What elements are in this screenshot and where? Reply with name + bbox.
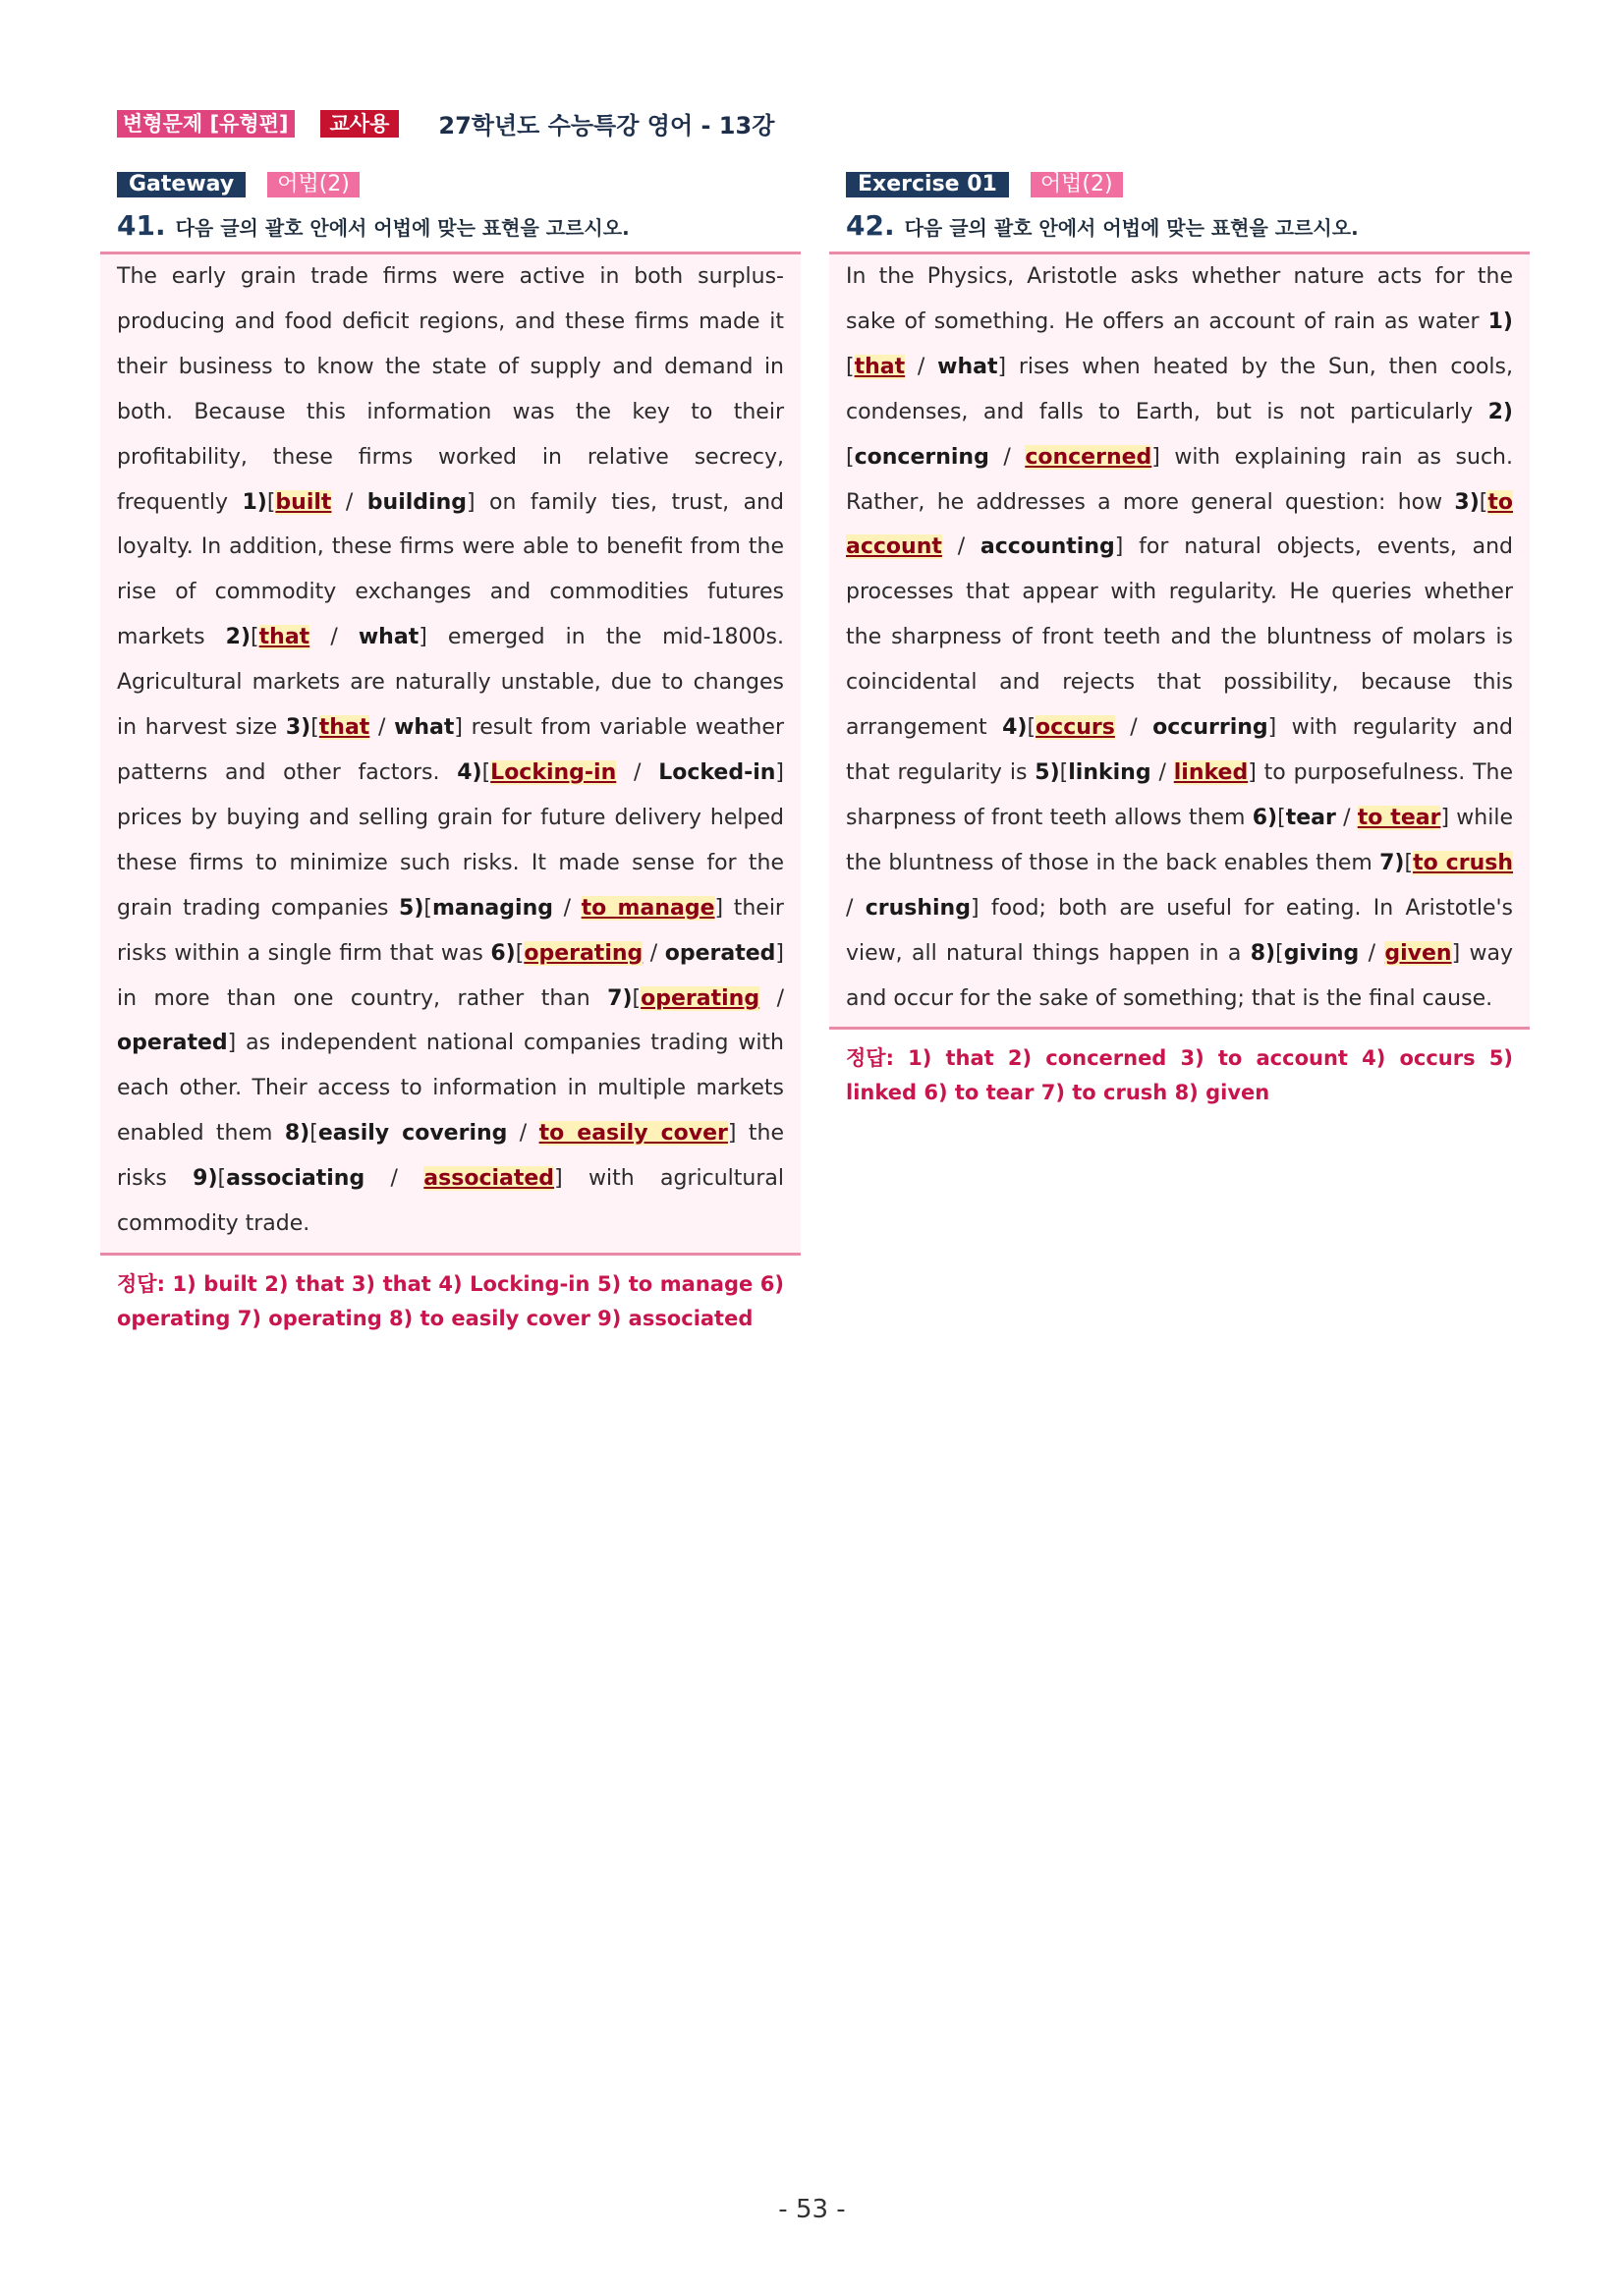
question-41-title [117, 209, 801, 242]
passage-41-text: The early grain trade firms were active in both surplus-producing and food deficit regions, and these firms made it their business to know the state of supply and demand in both. Because this information was the key to their profitability, these firms worked in relative secrecy, frequently 1)[built / building] on family ties, trust, and loyalty. In addition, these firms were able to benefit from the rise of commodity exchanges and commodities futures markets 2)[that / what] emerged in the mid-1800s. Agricultural markets are naturally unstable, due to changes in harvest size 3)[that / what] result from variable weather patterns and other factors. 4)[Locking-in / Locked-in] prices by buying and selling grain for future delivery helped these firms to minimize such risks. It made sense for the grain trading companies 5)[managing / to manage] their risks within a single firm that was 6)[operating / operated] in more than one country, rather than 7)[operating / operated] as independent national companies trading with each other. Their access to information in multiple markets enabled them 8)[easily covering / to easily cover] the risks 9)[associating / associated] with agricultural commodity trade. [117, 264, 784, 1237]
passage-41 [100, 252, 801, 1256]
left-column [100, 172, 801, 1336]
grammar-label: 어법(2) [267, 172, 360, 197]
question-instruction: 다음 글의 괄호 안에서 어법에 맞는 표현을 고르시오. [904, 216, 1359, 240]
gateway-label: Gateway [117, 172, 246, 197]
page-title: 27학년도 수능특강 영어 - 13강 [438, 112, 775, 140]
passage-42 [829, 252, 1530, 1030]
left-label-row [117, 172, 801, 197]
right-column [829, 172, 1530, 1110]
answer-key-42: 정답: 1) that 2) concerned 3) to account 4) occurs 5) linked 6) to tear 7) to crush 8) given [846, 1046, 1513, 1105]
question-number: 42. [846, 209, 895, 242]
right-label-row [846, 172, 1530, 197]
type-tag: 변형문제 [유형편] [117, 110, 295, 138]
question-42-title [846, 209, 1530, 242]
grammar-label: 어법(2) [1031, 172, 1123, 197]
passage-42-text: In the Physics, Aristotle asks whether nature acts for the sake of something. He offers an account of rain as water 1)[that / what] rises when heated by the Sun, then cools, condenses, and falls to Earth, but is not particularly 2)[concerning / concerned] with explaining rain as such. Rather, he addresses a more general question: how 3)[to account / accounting] for natural objects, events, and processes that appear with regularity. He queries whether the sharpness of front teeth and the bluntness of molars is coincidental and rejects that possibility, because this arrangement 4)[occurs / occurring] with regularity and that regularity is 5)[linking / linked] to purposefulness. The sharpness of front teeth allows them 6)[tear / to tear] while the bluntness of those in the back enables them 7)[to crush / crushing] food; both are useful for eating. In Aristotle's view, all natural things happen in a 8)[giving / given] way and occur for the sake of something; that is the final cause. [846, 264, 1514, 1011]
page-header [117, 106, 774, 140]
exercise-label: Exercise 01 [846, 172, 1009, 197]
question-instruction: 다음 글의 괄호 안에서 어법에 맞는 표현을 고르시오. [175, 216, 630, 240]
answer-key-41: 정답: 1) built 2) that 3) that 4) Locking-in 5) to manage 6) operating 7) operating 8) to easily cover 9) associated [117, 1271, 784, 1330]
page-number: - 53 - [778, 2195, 846, 2224]
question-number: 41. [117, 209, 166, 242]
teacher-tag: 교사용 [320, 110, 400, 138]
